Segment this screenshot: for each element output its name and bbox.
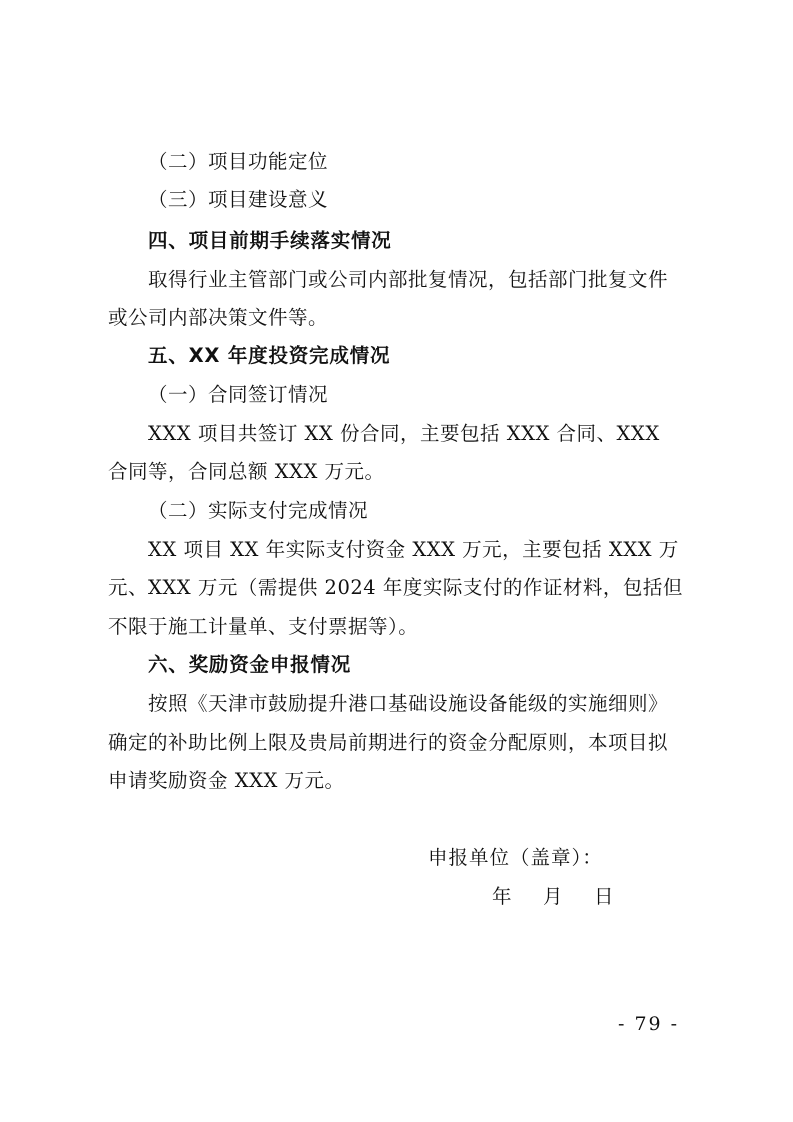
paragraph-payment-line-2: 元、XXX 万元（需提供 2024 年度实际支付的作证材料，包括但 <box>108 576 683 599</box>
paragraph-reward-line-2: 确定的补助比例上限及贵局前期进行的资金分配原则，本项目拟 <box>108 731 669 754</box>
signature-unit-label: 申报单位（盖章）： <box>428 846 603 869</box>
paragraph-contracts-line-1: XXX 项目共签订 XX 份合同，主要包括 XXX 合同、XXX <box>148 422 660 445</box>
subheading-project-function: （二）项目功能定位 <box>148 150 329 173</box>
subheading-actual-payment: （二）实际支付完成情况 <box>148 499 369 522</box>
paragraph-approval-line-1: 取得行业主管部门或公司内部批复情况，包括部门批复文件 <box>148 268 669 291</box>
signature-date-label: 年 月 日 <box>492 885 620 908</box>
subheading-contract-signing: （一）合同签订情况 <box>148 383 329 406</box>
heading-annual-investment: 五、XX 年度投资完成情况 <box>148 344 391 367</box>
paragraph-approval-line-2: 或公司内部决策文件等。 <box>108 306 329 329</box>
paragraph-payment-line-3: 不限于施工计量单、支付票据等）。 <box>108 615 419 638</box>
heading-preliminary-procedures: 四、项目前期手续落实情况 <box>148 229 392 252</box>
subheading-project-significance: （三）项目建设意义 <box>148 188 329 211</box>
paragraph-reward-line-1: 按照《天津市鼓励提升港口基础设施设备能级的实施细则》 <box>148 692 669 715</box>
paragraph-contracts-line-2: 合同等，合同总额 XXX 万元。 <box>108 460 385 483</box>
paragraph-reward-line-3: 申请奖励资金 XXX 万元。 <box>108 769 345 792</box>
heading-reward-fund-application: 六、奖励资金申报情况 <box>148 653 352 676</box>
page-number: - 79 - <box>618 1013 680 1035</box>
paragraph-payment-line-1: XX 项目 XX 年实际支付资金 XXX 万元，主要包括 XXX 万 <box>148 538 679 561</box>
